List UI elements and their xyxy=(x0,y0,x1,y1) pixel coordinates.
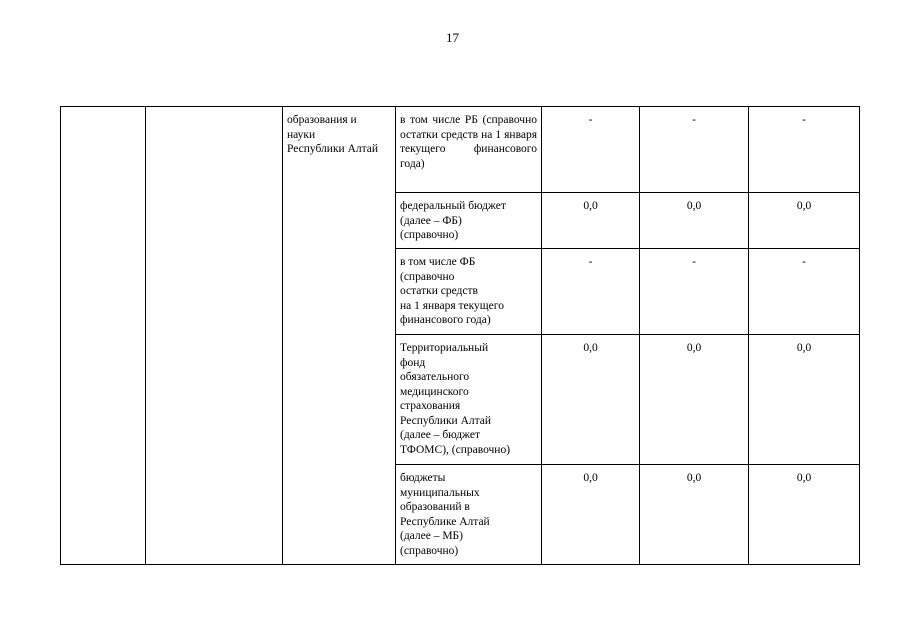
empty-cell-1 xyxy=(61,107,146,565)
value-cell: - xyxy=(749,107,860,193)
budget-table xyxy=(60,106,860,565)
value-cell: 0,0 xyxy=(640,335,749,465)
value-cell: 0,0 xyxy=(542,465,640,565)
value-cell: - xyxy=(542,107,640,193)
funding-source-cell: в том числе РБ (справочно остатки средств на 1 января текущего финансового года) xyxy=(396,107,542,193)
value-cell: - xyxy=(640,107,749,193)
value-cell: - xyxy=(749,249,860,335)
funding-source-cell: бюджеты муниципальных образований в Республике Алтай (далее – МБ) (справочно) xyxy=(396,465,542,565)
value-cell: 0,0 xyxy=(542,193,640,249)
page-number: 17 xyxy=(446,30,459,45)
value-cell: 0,0 xyxy=(749,335,860,465)
funding-source-cell: федеральный бюджет (далее – ФБ) (справочно) xyxy=(396,193,542,249)
value-cell: - xyxy=(542,249,640,335)
table-row xyxy=(61,107,860,193)
value-cell: 0,0 xyxy=(640,193,749,249)
value-cell: 0,0 xyxy=(749,465,860,565)
value-cell: 0,0 xyxy=(640,465,749,565)
value-cell: - xyxy=(640,249,749,335)
value-cell: 0,0 xyxy=(542,335,640,465)
value-cell: 0,0 xyxy=(749,193,860,249)
funding-source-cell: в том числе ФБ (справочно остатки средств на 1 января текущего финансового года) xyxy=(396,249,542,335)
org-name-cell: образования и науки Республики Алтай xyxy=(283,107,396,565)
empty-cell-2 xyxy=(146,107,283,565)
funding-source-cell: Территориальный фонд обязательного медицинского страхования Республики Алтай (далее – бюджет ТФОМС), (справочно) xyxy=(396,335,542,465)
